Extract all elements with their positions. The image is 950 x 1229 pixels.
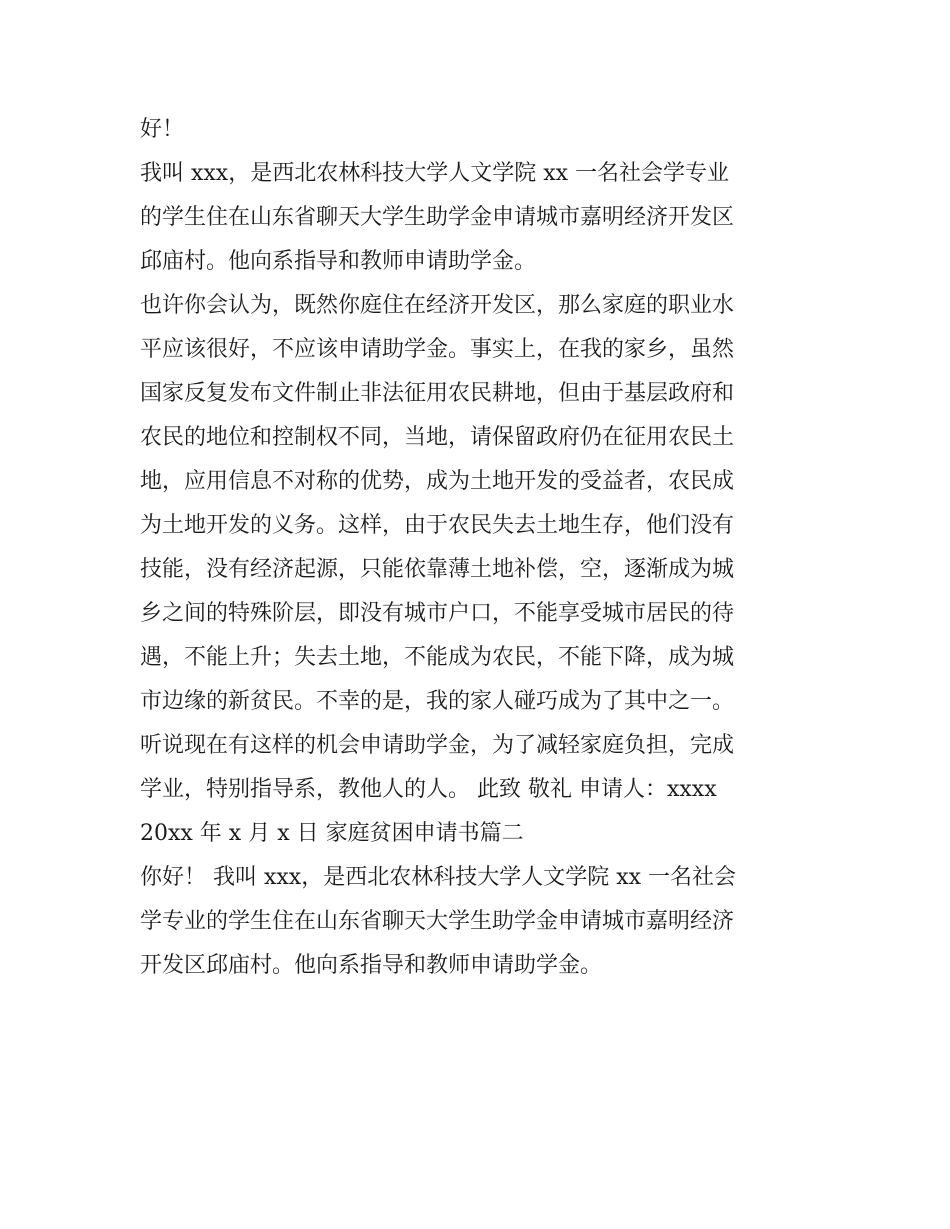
- text-line: 我叫 xxx，是西北农林科技大学人文学院 xx 一名社会学专业: [140, 161, 730, 186]
- text-line: 乡之间的特殊阶层，即没有城市户口，不能享受城市居民的待: [140, 601, 735, 626]
- text-line: 邱庙村。他向系指导和教师申请助学金。: [140, 249, 537, 274]
- text-line: 遇，不能上升；失去土地，不能成为农民，不能下降，成为城: [140, 645, 735, 670]
- text-line: 地，应用信息不对称的优势，成为土地开发的受益者，农民成: [140, 469, 735, 494]
- text-line: 你好！ 我叫 xxx，是西北农林科技大学人文学院 xx 一名社会: [140, 865, 737, 890]
- text-line: 学专业的学生住在山东省聊天大学生助学金申请城市嘉明经济: [140, 909, 735, 934]
- text-line: 平应该很好，不应该申请助学金。事实上，在我的家乡，虽然: [140, 337, 735, 362]
- text-line: 农民的地位和控制权不同，当地，请保留政府仍在征用农民土: [140, 425, 735, 450]
- text-line: 好！: [140, 117, 185, 142]
- text-line: 国家反复发布文件制止非法征用农民耕地，但由于基层政府和: [140, 381, 735, 406]
- text-line: 20xx 年 x 月 x 日 家庭贫困申请书篇二: [140, 821, 524, 846]
- text-line: 市边缘的新贫民。不幸的是，我的家人碰巧成为了其中之一。: [140, 689, 735, 714]
- text-line: 为土地开发的义务。这样，由于农民失去土地生存，他们没有: [140, 513, 735, 538]
- text-line: 听说现在有这样的机会申请助学金，为了减轻家庭负担，完成: [140, 733, 735, 758]
- text-line: 学业，特别指导系，教他人的人。 此致 敬礼 申请人：xxxx: [140, 777, 717, 802]
- text-line: 开发区邱庙村。他向系指导和教师申请助学金。: [140, 953, 603, 978]
- text-line: 技能，没有经济起源，只能依靠薄土地补偿，空，逐渐成为城: [140, 557, 735, 582]
- text-line: 的学生住在山东省聊天大学生助学金申请城市嘉明经济开发区: [140, 205, 735, 230]
- document-body: [140, 108, 812, 988]
- text-line: 也许你会认为，既然你庭住在经济开发区，那么家庭的职业水: [140, 293, 735, 318]
